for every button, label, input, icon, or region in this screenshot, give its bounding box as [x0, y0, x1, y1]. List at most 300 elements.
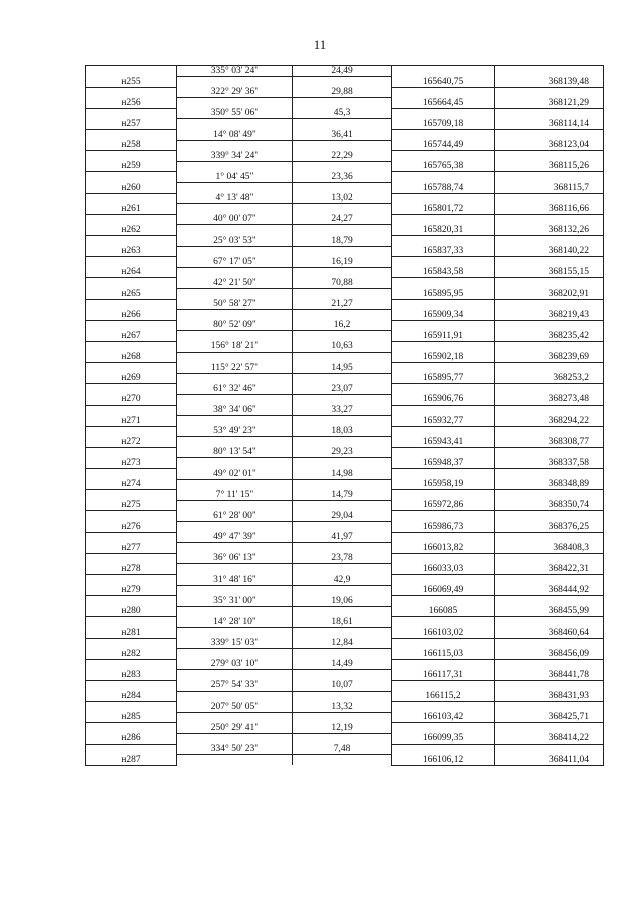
x-coordinate-cell: 165744,49	[392, 140, 495, 151]
segment-row	[86, 659, 604, 670]
x-coordinate-cell	[392, 87, 495, 98]
distance-cell: 29,04	[293, 511, 392, 522]
y-coordinate-cell: 368441,78	[495, 670, 604, 681]
direction-angle-cell	[177, 394, 293, 405]
segment-start-cell	[86, 108, 177, 119]
point-name-cell: н272	[86, 437, 177, 448]
point-row	[86, 225, 604, 236]
direction-angle-cell	[177, 161, 293, 172]
point-name-cell: н275	[86, 500, 177, 511]
direction-angle-cell	[177, 585, 293, 596]
y-coordinate-cell: 368115,26	[495, 161, 604, 172]
segment-row	[86, 66, 604, 77]
y-coordinate-cell	[495, 744, 604, 755]
distance-cell: 45,3	[293, 108, 392, 119]
point-row	[86, 331, 604, 342]
segment-start-cell	[86, 320, 177, 331]
segment-start-cell	[86, 66, 177, 77]
y-coordinate-cell	[495, 638, 604, 649]
distance-cell	[293, 331, 392, 342]
segment-start-cell	[86, 299, 177, 310]
direction-angle-cell	[177, 670, 293, 681]
distance-cell	[293, 246, 392, 257]
direction-angle-cell	[177, 204, 293, 215]
segment-row	[86, 575, 604, 586]
direction-angle-cell: 25° 03' 53"	[177, 236, 293, 247]
x-coordinate-cell	[392, 447, 495, 458]
segment-start-cell	[86, 638, 177, 649]
distance-cell	[293, 140, 392, 151]
y-coordinate-cell	[495, 469, 604, 480]
direction-angle-cell	[177, 691, 293, 702]
direction-angle-cell: 14° 08' 49"	[177, 130, 293, 141]
direction-angle-cell: 4° 13' 48"	[177, 193, 293, 204]
x-coordinate-cell	[392, 320, 495, 331]
x-coordinate-cell: 166106,12	[392, 755, 495, 766]
segment-row	[86, 384, 604, 395]
point-row	[86, 310, 604, 321]
segment-row	[86, 193, 604, 204]
segment-start-cell	[86, 257, 177, 268]
direction-angle-cell	[177, 627, 293, 638]
direction-angle-cell	[177, 267, 293, 278]
direction-angle-cell	[177, 479, 293, 490]
y-coordinate-cell	[495, 384, 604, 395]
segment-row	[86, 257, 604, 268]
distance-cell: 42,9	[293, 575, 392, 586]
direction-angle-cell: 156° 18' 21"	[177, 341, 293, 352]
point-row	[86, 627, 604, 638]
y-coordinate-cell: 368425,71	[495, 712, 604, 723]
x-coordinate-cell: 165958,19	[392, 479, 495, 490]
x-coordinate-cell: 165909,34	[392, 310, 495, 321]
y-coordinate-cell: 368337,58	[495, 458, 604, 469]
direction-angle-cell: 42° 21' 50"	[177, 278, 293, 289]
direction-angle-cell	[177, 225, 293, 236]
segment-start-cell	[86, 236, 177, 247]
x-coordinate-cell	[392, 469, 495, 480]
segment-row	[86, 151, 604, 162]
point-row	[86, 267, 604, 278]
direction-angle-cell: 53° 49' 23"	[177, 426, 293, 437]
point-name-cell: н263	[86, 246, 177, 257]
y-coordinate-cell	[495, 617, 604, 628]
y-coordinate-cell	[495, 426, 604, 437]
direction-angle-cell: 38° 34' 06"	[177, 405, 293, 416]
distance-cell	[293, 373, 392, 384]
y-coordinate-cell	[495, 341, 604, 352]
x-coordinate-cell	[392, 426, 495, 437]
y-coordinate-cell: 368308,77	[495, 437, 604, 448]
segment-start-cell	[86, 596, 177, 607]
point-name-cell: н285	[86, 712, 177, 723]
distance-cell: 16,19	[293, 257, 392, 268]
y-coordinate-cell	[495, 172, 604, 183]
segment-start-cell	[86, 87, 177, 98]
distance-cell: 7,48	[293, 744, 392, 755]
y-coordinate-cell: 368235,42	[495, 331, 604, 342]
distance-cell	[293, 98, 392, 109]
segment-row	[86, 638, 604, 649]
point-name-cell: н277	[86, 543, 177, 554]
direction-angle-cell: 339° 15' 03"	[177, 638, 293, 649]
point-row	[86, 246, 604, 257]
distance-cell: 21,27	[293, 299, 392, 310]
x-coordinate-cell	[392, 532, 495, 543]
x-coordinate-cell	[392, 66, 495, 77]
distance-cell	[293, 225, 392, 236]
x-coordinate-cell: 166099,35	[392, 733, 495, 744]
segment-row	[86, 236, 604, 247]
x-coordinate-cell	[392, 511, 495, 522]
y-coordinate-cell	[495, 66, 604, 77]
x-coordinate-cell: 165664,45	[392, 98, 495, 109]
point-row	[86, 649, 604, 660]
distance-cell	[293, 500, 392, 511]
direction-angle-cell	[177, 522, 293, 533]
segment-row	[86, 130, 604, 141]
y-coordinate-cell: 368422,31	[495, 564, 604, 575]
point-row	[86, 500, 604, 511]
segment-row	[86, 363, 604, 374]
segment-row	[86, 320, 604, 331]
point-name-cell: н270	[86, 394, 177, 405]
x-coordinate-cell	[392, 659, 495, 670]
distance-cell	[293, 267, 392, 278]
y-coordinate-cell	[495, 553, 604, 564]
y-coordinate-cell	[495, 151, 604, 162]
distance-cell: 70,88	[293, 278, 392, 289]
x-coordinate-cell: 165837,33	[392, 246, 495, 257]
y-coordinate-cell	[495, 490, 604, 501]
direction-angle-cell	[177, 246, 293, 257]
x-coordinate-cell	[392, 744, 495, 755]
distance-cell: 18,03	[293, 426, 392, 437]
y-coordinate-cell: 368348,89	[495, 479, 604, 490]
point-row	[86, 204, 604, 215]
distance-cell: 18,79	[293, 236, 392, 247]
x-coordinate-cell	[392, 702, 495, 713]
y-coordinate-cell	[495, 257, 604, 268]
segment-row	[86, 469, 604, 480]
point-row	[86, 691, 604, 702]
x-coordinate-cell	[392, 257, 495, 268]
y-coordinate-cell	[495, 511, 604, 522]
point-row	[86, 479, 604, 490]
direction-angle-cell: 50° 58' 27"	[177, 299, 293, 310]
x-coordinate-cell: 165843,58	[392, 267, 495, 278]
segment-start-cell	[86, 490, 177, 501]
segment-start-cell	[86, 384, 177, 395]
direction-angle-cell: 257° 54' 33"	[177, 680, 293, 691]
point-row	[86, 394, 604, 405]
y-coordinate-cell: 368239,69	[495, 352, 604, 363]
point-name-cell: н269	[86, 373, 177, 384]
direction-angle-cell	[177, 140, 293, 151]
point-row	[86, 606, 604, 617]
distance-cell	[293, 458, 392, 469]
distance-cell	[293, 183, 392, 194]
point-name-cell: н284	[86, 691, 177, 702]
segment-row	[86, 447, 604, 458]
direction-angle-cell: 40° 00' 07"	[177, 214, 293, 225]
segment-row	[86, 532, 604, 543]
segment-start-cell	[86, 553, 177, 564]
y-coordinate-cell	[495, 680, 604, 691]
segment-start-cell	[86, 278, 177, 289]
x-coordinate-cell	[392, 193, 495, 204]
segment-start-cell	[86, 659, 177, 670]
x-coordinate-cell: 165906,76	[392, 394, 495, 405]
distance-cell	[293, 627, 392, 638]
distance-cell	[293, 755, 392, 766]
point-name-cell: н280	[86, 606, 177, 617]
distance-cell: 14,79	[293, 490, 392, 501]
y-coordinate-cell: 368376,25	[495, 522, 604, 533]
direction-angle-cell: 35° 31' 00"	[177, 596, 293, 607]
direction-angle-cell	[177, 564, 293, 575]
distance-cell: 18,61	[293, 617, 392, 628]
x-coordinate-cell	[392, 553, 495, 564]
y-coordinate-cell	[495, 596, 604, 607]
y-coordinate-cell: 368219,43	[495, 310, 604, 321]
point-name-cell: н287	[86, 755, 177, 766]
segment-row	[86, 680, 604, 691]
direction-angle-cell	[177, 288, 293, 299]
point-name-cell: н267	[86, 331, 177, 342]
direction-angle-cell	[177, 77, 293, 88]
distance-cell: 29,88	[293, 87, 392, 98]
x-coordinate-cell: 166069,49	[392, 585, 495, 596]
distance-cell: 23,78	[293, 553, 392, 564]
coordinates-table	[85, 65, 604, 766]
y-coordinate-cell: 368294,22	[495, 416, 604, 427]
y-coordinate-cell: 368116,66	[495, 204, 604, 215]
x-coordinate-cell	[392, 278, 495, 289]
y-coordinate-cell	[495, 193, 604, 204]
distance-cell	[293, 161, 392, 172]
direction-angle-cell: 115° 22' 57"	[177, 363, 293, 374]
y-coordinate-cell	[495, 447, 604, 458]
x-coordinate-cell: 166085	[392, 606, 495, 617]
direction-angle-cell	[177, 733, 293, 744]
y-coordinate-cell: 368115,7	[495, 183, 604, 194]
x-coordinate-cell	[392, 405, 495, 416]
segment-start-cell	[86, 130, 177, 141]
y-coordinate-cell: 368460,64	[495, 627, 604, 638]
y-coordinate-cell: 368456,09	[495, 649, 604, 660]
segment-start-cell	[86, 172, 177, 183]
distance-cell	[293, 712, 392, 723]
x-coordinate-cell	[392, 172, 495, 183]
x-coordinate-cell: 166117,31	[392, 670, 495, 681]
point-row	[86, 522, 604, 533]
point-name-cell: н265	[86, 288, 177, 299]
y-coordinate-cell	[495, 278, 604, 289]
y-coordinate-cell: 368114,14	[495, 119, 604, 130]
segment-row	[86, 214, 604, 225]
direction-angle-cell	[177, 458, 293, 469]
point-row	[86, 564, 604, 575]
y-coordinate-cell	[495, 236, 604, 247]
distance-cell: 22,29	[293, 151, 392, 162]
direction-angle-cell	[177, 437, 293, 448]
distance-cell	[293, 416, 392, 427]
x-coordinate-cell	[392, 151, 495, 162]
y-coordinate-cell: 368273,48	[495, 394, 604, 405]
point-name-cell: н282	[86, 649, 177, 660]
point-name-cell: н276	[86, 522, 177, 533]
point-name-cell: н274	[86, 479, 177, 490]
direction-angle-cell	[177, 98, 293, 109]
point-row	[86, 712, 604, 723]
segment-row	[86, 490, 604, 501]
distance-cell: 24,49	[293, 66, 392, 77]
point-name-cell: н257	[86, 119, 177, 130]
segment-row	[86, 702, 604, 713]
x-coordinate-cell	[392, 130, 495, 141]
direction-angle-cell: 49° 47' 39"	[177, 532, 293, 543]
distance-cell: 23,07	[293, 384, 392, 395]
direction-angle-cell	[177, 649, 293, 660]
page-number: 11	[313, 37, 327, 52]
segment-row	[86, 87, 604, 98]
y-coordinate-cell: 368139,48	[495, 77, 604, 88]
x-coordinate-cell: 165932,77	[392, 416, 495, 427]
x-coordinate-cell	[392, 575, 495, 586]
x-coordinate-cell: 166115,2	[392, 691, 495, 702]
distance-cell	[293, 77, 392, 88]
point-name-cell: н262	[86, 225, 177, 236]
point-name-cell: н278	[86, 564, 177, 575]
point-name-cell: н281	[86, 627, 177, 638]
direction-angle-cell: 339° 34' 24"	[177, 151, 293, 162]
x-coordinate-cell	[392, 384, 495, 395]
distance-cell	[293, 479, 392, 490]
x-coordinate-cell: 166103,02	[392, 627, 495, 638]
point-row	[86, 458, 604, 469]
segment-start-cell	[86, 723, 177, 734]
y-coordinate-cell: 368140,22	[495, 246, 604, 257]
point-row	[86, 543, 604, 554]
y-coordinate-cell	[495, 87, 604, 98]
x-coordinate-cell: 165801,72	[392, 204, 495, 215]
distance-cell: 14,49	[293, 659, 392, 670]
distance-cell: 24,27	[293, 214, 392, 225]
segment-start-cell	[86, 363, 177, 374]
direction-angle-cell: 61° 28' 00"	[177, 511, 293, 522]
direction-angle-cell	[177, 183, 293, 194]
segment-start-cell	[86, 575, 177, 586]
direction-angle-cell	[177, 119, 293, 130]
y-coordinate-cell: 368132,26	[495, 225, 604, 236]
point-row	[86, 352, 604, 363]
distance-cell	[293, 352, 392, 363]
y-coordinate-cell: 368253,2	[495, 373, 604, 384]
point-row	[86, 183, 604, 194]
y-coordinate-cell: 368123,04	[495, 140, 604, 151]
point-name-cell: н256	[86, 98, 177, 109]
distance-cell	[293, 670, 392, 681]
distance-cell: 33,27	[293, 405, 392, 416]
x-coordinate-cell: 166103,42	[392, 712, 495, 723]
direction-angle-cell: 80° 13' 54"	[177, 447, 293, 458]
x-coordinate-cell	[392, 638, 495, 649]
point-name-cell: н286	[86, 733, 177, 744]
direction-angle-cell: 14° 28' 10"	[177, 617, 293, 628]
distance-cell	[293, 733, 392, 744]
direction-angle-cell: 80° 52' 09"	[177, 320, 293, 331]
x-coordinate-cell: 165895,77	[392, 373, 495, 384]
segment-row	[86, 278, 604, 289]
segment-start-cell	[86, 702, 177, 713]
y-coordinate-cell: 368411,04	[495, 755, 604, 766]
segment-row	[86, 744, 604, 755]
segment-start-cell	[86, 680, 177, 691]
x-coordinate-cell: 166033,03	[392, 564, 495, 575]
point-row	[86, 140, 604, 151]
distance-cell	[293, 585, 392, 596]
distance-cell: 14,95	[293, 363, 392, 374]
point-name-cell: н273	[86, 458, 177, 469]
point-row	[86, 585, 604, 596]
y-coordinate-cell	[495, 575, 604, 586]
x-coordinate-cell	[392, 341, 495, 352]
distance-cell	[293, 119, 392, 130]
y-coordinate-cell	[495, 214, 604, 225]
segment-start-cell	[86, 193, 177, 204]
x-coordinate-cell	[392, 596, 495, 607]
segment-start-cell	[86, 532, 177, 543]
y-coordinate-cell: 368202,91	[495, 288, 604, 299]
y-coordinate-cell	[495, 659, 604, 670]
y-coordinate-cell	[495, 363, 604, 374]
point-name-cell: н259	[86, 161, 177, 172]
segment-row	[86, 553, 604, 564]
direction-angle-cell	[177, 606, 293, 617]
direction-angle-cell: 36° 06' 13"	[177, 553, 293, 564]
x-coordinate-cell: 165640,75	[392, 77, 495, 88]
point-name-cell: н268	[86, 352, 177, 363]
x-coordinate-cell	[392, 363, 495, 374]
point-row	[86, 373, 604, 384]
segment-start-cell	[86, 426, 177, 437]
segment-start-cell	[86, 617, 177, 628]
x-coordinate-cell	[392, 723, 495, 734]
x-coordinate-cell: 165943,41	[392, 437, 495, 448]
segment-start-cell	[86, 341, 177, 352]
point-name-cell: н258	[86, 140, 177, 151]
y-coordinate-cell: 368444,92	[495, 585, 604, 596]
distance-cell: 29,23	[293, 447, 392, 458]
y-coordinate-cell	[495, 405, 604, 416]
direction-angle-cell: 335° 03' 24"	[177, 66, 293, 77]
direction-angle-cell: 31° 48' 16"	[177, 575, 293, 586]
distance-cell	[293, 606, 392, 617]
point-name-cell: н279	[86, 585, 177, 596]
distance-cell: 10,07	[293, 680, 392, 691]
x-coordinate-cell: 166013,82	[392, 543, 495, 554]
distance-cell: 14,98	[293, 469, 392, 480]
distance-cell: 12,84	[293, 638, 392, 649]
segment-row	[86, 108, 604, 119]
x-coordinate-cell: 166115,03	[392, 649, 495, 660]
direction-angle-cell	[177, 310, 293, 321]
distance-cell: 19,06	[293, 596, 392, 607]
point-row	[86, 161, 604, 172]
point-name-cell: н255	[86, 77, 177, 88]
segment-row	[86, 723, 604, 734]
